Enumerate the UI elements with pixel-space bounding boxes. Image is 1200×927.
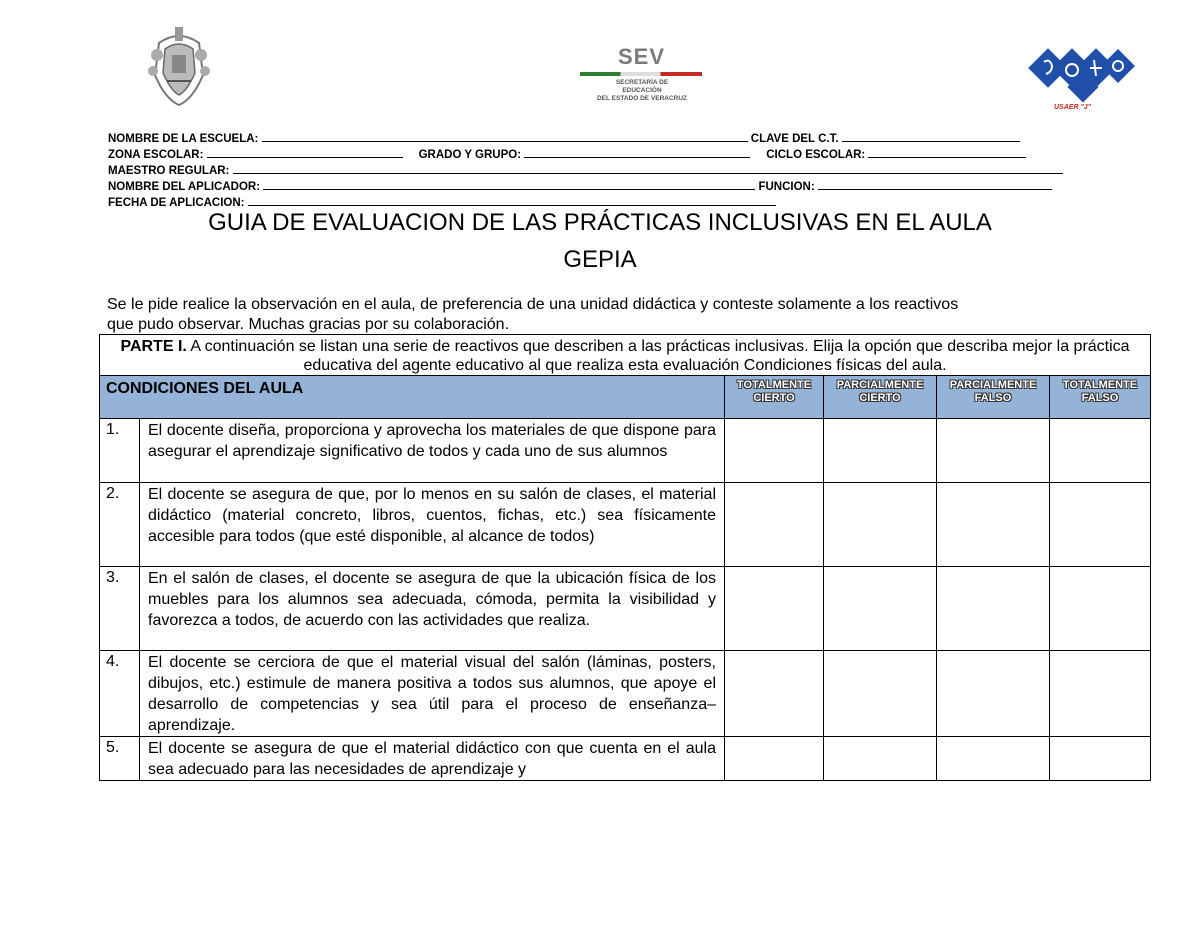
answer-cell[interactable] xyxy=(725,419,824,483)
item-number: 2. xyxy=(100,483,140,567)
instructions-line-1: Se le pide realice la observación en el aula, de preferencia de una unidad didáctica y conteste solamente a los reactivos xyxy=(107,296,959,313)
sev-subtitle: SECRETARÍA DE EDUCACIÓN DEL ESTADO DE VERACRUZ xyxy=(596,79,688,102)
disability-symbols-icon xyxy=(1024,44,1138,106)
answer-cell[interactable] xyxy=(937,567,1050,651)
item-number: 1. xyxy=(100,419,140,483)
item-number: 4. xyxy=(100,651,140,737)
document-title: GUIA DE EVALUACION DE LAS PRÁCTICAS INCLUSIVAS EN EL AULA xyxy=(208,209,992,236)
field-row-maestro xyxy=(108,162,1063,178)
answer-cell[interactable] xyxy=(824,483,937,567)
answer-cell[interactable] xyxy=(824,737,937,781)
sev-logo xyxy=(576,44,706,100)
answer-cell[interactable] xyxy=(1050,737,1151,781)
option-header-parcialmente-falso: PARCIALMENTE FALSO xyxy=(937,376,1050,419)
part-label: PARTE I. xyxy=(120,338,187,355)
sev-abbreviation: SEV xyxy=(618,44,666,69)
document-acronym: GEPIA xyxy=(563,246,637,273)
label-fecha: FECHA DE APLICACION: xyxy=(108,197,245,209)
state-coat-of-arms-logo xyxy=(145,25,213,107)
label-grado: GRADO Y GRUPO: xyxy=(418,149,522,161)
answer-cell[interactable] xyxy=(725,737,824,781)
instructions xyxy=(107,295,1097,335)
label-maestro: MAESTRO REGULAR: xyxy=(108,165,230,177)
section-header: CONDICIONES DEL AULA xyxy=(100,376,725,419)
table-row xyxy=(100,483,1151,567)
answer-cell[interactable] xyxy=(937,737,1050,781)
item-number: 5. xyxy=(100,737,140,781)
input-maestro[interactable] xyxy=(233,162,1063,174)
item-number: 3. xyxy=(100,567,140,651)
answer-cell[interactable] xyxy=(824,651,937,737)
field-row-zona xyxy=(108,146,1026,162)
input-escuela[interactable] xyxy=(262,130,748,142)
answer-cell[interactable] xyxy=(1050,419,1151,483)
instructions-line-2: que pudo observar. Muchas gracias por su colaboración. xyxy=(107,316,510,333)
answer-cell[interactable] xyxy=(1050,483,1151,567)
item-text: El docente se cerciora de que el material visual del salón (láminas, posters, dibujos, etc.) estimule de manera positiva a todos sus alumnos, que apoye el desarrollo de competencias y sea útil para el proceso de enseñanza–aprendizaje. xyxy=(140,651,725,737)
input-grado[interactable] xyxy=(524,146,750,158)
header-row xyxy=(100,376,1151,419)
input-fecha[interactable] xyxy=(248,194,776,206)
item-text: El docente diseña, proporciona y aprovecha los materiales de que dispone para asegurar el aprendizaje significativo de todos y cada uno de sus alumnos xyxy=(140,419,725,483)
label-clave: CLAVE DEL C.T. xyxy=(750,133,839,145)
answer-cell[interactable] xyxy=(725,567,824,651)
answer-cell[interactable] xyxy=(824,419,937,483)
answer-cell[interactable] xyxy=(937,419,1050,483)
option-header-totalmente-cierto: TOTALMENTE CIERTO xyxy=(725,376,824,419)
item-text: El docente se asegura de que el material didáctico con que cuenta en el aula sea adecuado para las necesidades de aprendizaje y xyxy=(140,737,725,781)
table-row xyxy=(100,737,1151,781)
table-row xyxy=(100,419,1151,483)
field-row-fecha xyxy=(108,194,776,210)
evaluation-table xyxy=(99,334,1151,781)
label-funcion: FUNCION: xyxy=(758,181,815,193)
answer-cell[interactable] xyxy=(1050,651,1151,737)
part-instructions xyxy=(100,335,1151,376)
label-ciclo: CICLO ESCOLAR: xyxy=(766,149,866,161)
option-header-totalmente-falso: TOTALMENTE FALSO xyxy=(1050,376,1151,419)
label-aplicador: NOMBRE DEL APLICADOR: xyxy=(108,181,261,193)
answer-cell[interactable] xyxy=(725,483,824,567)
field-row-escuela xyxy=(108,130,1020,146)
table-row xyxy=(100,651,1151,737)
usaer-logo xyxy=(1024,44,1138,119)
label-escuela: NOMBRE DE LA ESCUELA: xyxy=(108,133,259,145)
answer-cell[interactable] xyxy=(824,567,937,651)
answer-cell[interactable] xyxy=(937,483,1050,567)
answer-cell[interactable] xyxy=(937,651,1050,737)
item-text: El docente se asegura de que, por lo menos en su salón de clases, el material didáctico (material concreto, libros, cuentos, fichas, etc.) sea físicamente accesible para todos (que esté disponible, al alcance de todos) xyxy=(140,483,725,567)
input-zona[interactable] xyxy=(207,146,403,158)
input-funcion[interactable] xyxy=(818,178,1052,190)
item-text: En el salón de clases, el docente se asegura de que la ubicación física de los muebles para los alumnos sea adecuada, cómoda, permita la visibilidad y favorezca a todos, de acuerdo con las actividades que realiza. xyxy=(140,567,725,651)
table-row xyxy=(100,567,1151,651)
field-row-aplicador xyxy=(108,178,1052,194)
flag-stripe xyxy=(580,72,702,76)
label-zona: ZONA ESCOLAR: xyxy=(108,149,204,161)
input-aplicador[interactable] xyxy=(263,178,755,190)
answer-cell[interactable] xyxy=(725,651,824,737)
input-ciclo[interactable] xyxy=(868,146,1026,158)
part-text: A continuación se listan una serie de reactivos que describen a las prácticas inclusivas. Elija la opción que describa mejor la práctica educativa del agente educativo al que realiza esta evaluación Condiciones físicas del aula. xyxy=(186,338,1130,374)
usaer-label: USAER "J" xyxy=(1054,104,1091,111)
part-row xyxy=(100,335,1151,376)
answer-cell[interactable] xyxy=(1050,567,1151,651)
option-header-parcialmente-cierto: PARCIALMENTE CIERTO xyxy=(824,376,937,419)
input-clave[interactable] xyxy=(842,130,1020,142)
